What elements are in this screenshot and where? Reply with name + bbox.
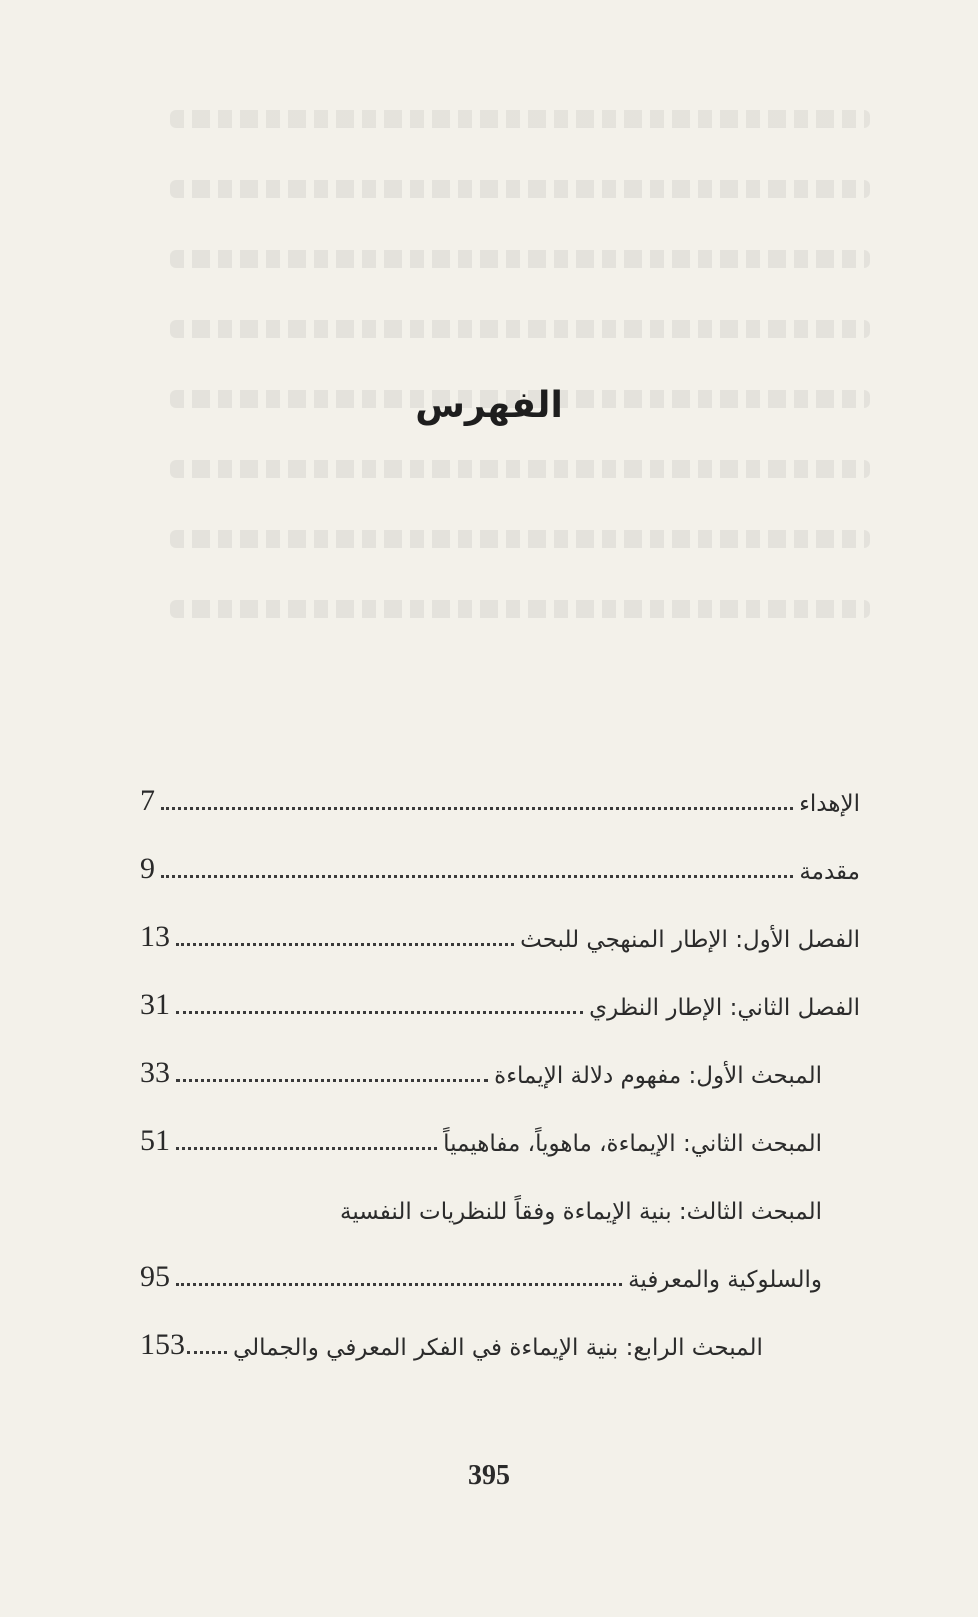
toc-entry-dedication[interactable] xyxy=(140,770,860,816)
toc-entry-section-2[interactable] xyxy=(140,1110,860,1156)
toc-page-number: 7 xyxy=(140,784,155,817)
toc-page-number: 95 xyxy=(140,1260,170,1293)
toc-label: المبحث الثالث: بنية الإيماءة وفقاً للنظريات النفسية xyxy=(339,1199,822,1225)
leader-dots xyxy=(176,1011,583,1014)
toc-entry-section-3-continued[interactable] xyxy=(140,1246,860,1292)
page-number: 395 xyxy=(468,1460,510,1491)
toc-page-number: 51 xyxy=(140,1124,170,1157)
toc-label: الفصل الثاني: الإطار النظري xyxy=(589,995,860,1021)
toc-page-number: 13 xyxy=(140,920,170,953)
leader-dots xyxy=(176,1079,488,1082)
toc-label: والسلوكية والمعرفية xyxy=(628,1267,822,1293)
toc-entry-introduction[interactable] xyxy=(140,838,860,884)
leader-dots xyxy=(176,1283,622,1286)
leader-dots xyxy=(176,1147,437,1150)
toc-entry-chapter-2[interactable] xyxy=(140,974,860,1020)
leader-dots xyxy=(187,1351,227,1354)
toc-page-number: 153 xyxy=(140,1328,185,1361)
toc-entry-section-4[interactable] xyxy=(140,1314,860,1360)
toc-label: المبحث الرابع: بنية الإيماءة في الفكر المعرفي والجمالي xyxy=(233,1335,763,1361)
toc-page-number: 33 xyxy=(140,1056,170,1089)
toc-label: الفصل الأول: الإطار المنهجي للبحث xyxy=(520,927,860,953)
leader-dots xyxy=(176,943,514,946)
toc-page-number: 31 xyxy=(140,988,170,1021)
toc-label: المبحث الأول: مفهوم دلالة الإيماءة xyxy=(494,1063,822,1089)
leader-dots xyxy=(161,875,793,878)
toc-label: المبحث الثاني: الإيماءة، ماهوياً، مفاهيمياً xyxy=(443,1131,822,1157)
toc-label: الإهداء xyxy=(799,791,860,817)
toc-entry-section-3[interactable] xyxy=(140,1178,860,1224)
toc-label: مقدمة xyxy=(799,859,860,885)
page-title: الفهرس xyxy=(415,385,563,426)
toc-entry-section-1[interactable] xyxy=(140,1042,860,1088)
toc-entry-chapter-1[interactable] xyxy=(140,906,860,952)
toc-page-number: 9 xyxy=(140,852,155,885)
leader-dots xyxy=(161,807,793,810)
